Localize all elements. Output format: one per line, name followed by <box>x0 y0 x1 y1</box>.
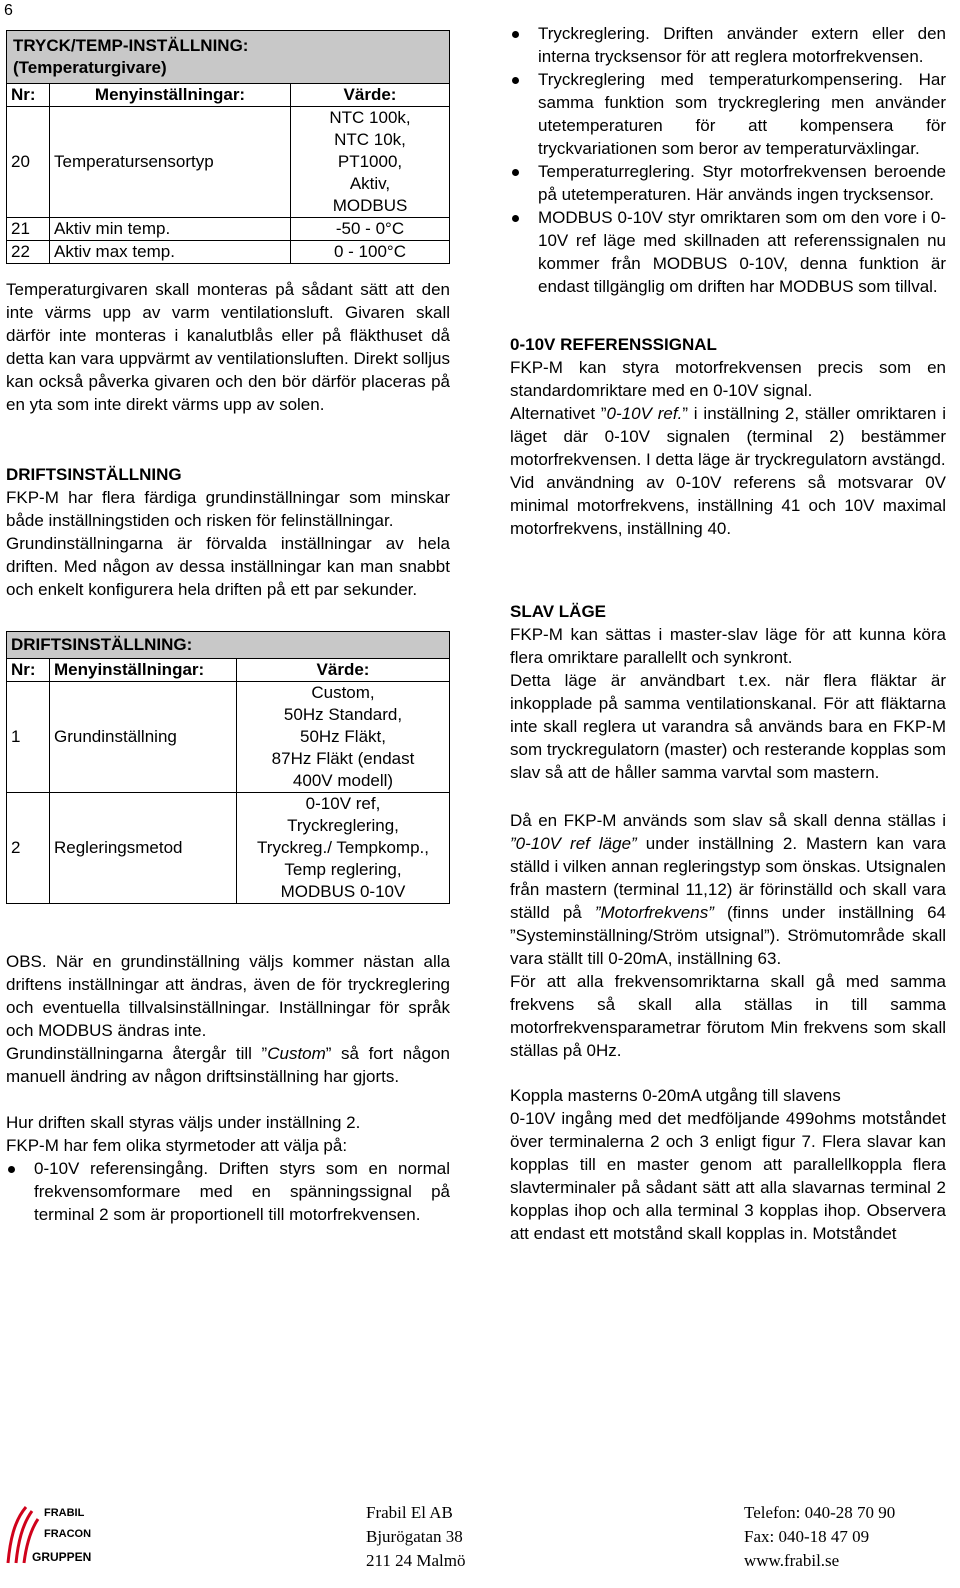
bullet-icon <box>512 215 519 222</box>
temp-table-header: Nr: Menyinställningar: Värde: <box>7 84 450 107</box>
method-paragraph-1: Hur driften skall styras väljs under inställning 2. <box>6 1113 361 1132</box>
bullet-icon <box>512 77 519 84</box>
footer-phone: Telefon: 040-28 70 90 <box>744 1503 896 1522</box>
footer-street: Bjurögatan 38 <box>366 1527 463 1546</box>
svg-text:GRUPPEN: GRUPPEN <box>32 1550 92 1564</box>
slav-paragraph-5: 0-10V ingång med det medföljande 499ohms motståndet över terminalerna 2 och 3 enligt figur 7. Flera slavar kan kopplas till en master genom att parallellkoppla flera slavterminaler på sådant sätt att alla slavarnas terminal 2 kopplas ihop och alla terminal 3 kopplas ihop. Observera att endast ett motstånd skall kopplas in. Motståndet <box>510 1109 946 1243</box>
bullet-icon <box>512 31 519 38</box>
frabil-logo <box>4 1501 124 1567</box>
footer-fax: Fax: 040-18 47 09 <box>744 1527 870 1546</box>
drift-paragraph-2: Grundinställningarna är förvalda inställningar av hela driften. Med någon av dessa inställningar kan man snabbt och enkelt konfigurera hela driften på ett par sekunder. <box>6 534 450 599</box>
drift-table-title: DRIFTSINSTÄLLNING: <box>7 632 450 659</box>
ref-heading: 0-10V REFERENSSIGNAL <box>510 335 717 354</box>
footer-city: 211 24 Malmö <box>366 1551 466 1570</box>
list-item: Temperaturreglering. Styr motorfrekvensen beroende på utetemperaturen. Här används ingen trycksensor. <box>510 160 946 206</box>
table-row: 20 Temperatursensortyp NTC 100k, NTC 10k, PT1000, Aktiv, MODBUS <box>7 107 450 218</box>
right-column <box>510 22 946 1245</box>
sensor-paragraph: Temperaturgivaren skall monteras på sådant sätt att den inte värms upp av varm ventilationsluft. Givaren skall därför inte monteras i kanalutblås eller på fläkthuset då detta kan vara uppvärmt av ventilationsluften. Direkt solljus kan också påverka givaren och den bör därför placeras på en yta som inte direkt värms upp av solen. <box>6 280 450 414</box>
list-item: MODBUS 0-10V styr omriktaren som om den vore i 0-10V ref läge med skillnaden att referenssignalen nu kommer från MODBUS 0-10V, denna funktion är endast tillgänglig om driften har MODBUS som tillval. <box>510 206 946 298</box>
method-list-left <box>6 1157 450 1226</box>
footer-company: Frabil El AB <box>366 1503 453 1522</box>
footer-contact <box>744 1501 895 1573</box>
slav-paragraph-3: Då en FKP-M används som slav så skall denna ställas i ”0-10V ref läge” under inställning 2. Mastern kan vara ställd i vilken annan regleringstyp som önskas. Utsignalen från mastern (terminal 11,12) är förinställd och skall vara ställd på ”Motorfrekvens” (finns under inställning 64 ”Systeminställning/Ström utsignal”). Strömutområde skall vara ställt till 0-20mA, inställning 63. <box>510 811 946 968</box>
svg-text:FRACON: FRACON <box>44 1528 92 1540</box>
method-paragraph-2: FKP-M har fem olika styrmetoder att välja på: <box>6 1136 348 1155</box>
list-item: Tryckreglering med temperaturkompensering. Har samma funktion som tryckreglering men använder utetemperaturen för att kompensera för tryckvariationen som beror av temperaturväxlingar. <box>510 68 946 160</box>
footer-web[interactable]: www.frabil.se <box>744 1551 840 1570</box>
drift-paragraph-1: FKP-M har flera färdiga grundinställningar som minskar både inställningstiden och risken för felinställningar. <box>6 488 450 530</box>
slav-paragraph-4: För att alla frekvensomriktarna skall gå med samma frekvens så skall alla ställas in till samma motorfrekvensparametrar förutom Min frekvens som skall ställas på 0Hz. <box>510 972 946 1060</box>
ref-paragraph-2: Alternativet ”0-10V ref.” i inställning 2, ställer omriktaren i läget där 0-10V signalen (terminal 2) bestämmer motorfrekvensen. I detta läge är tryckregulatorn avstängd. <box>510 404 946 469</box>
slav-heading: SLAV LÄGE <box>510 602 607 621</box>
page-footer <box>0 1495 960 1588</box>
bullet-icon <box>8 1166 15 1173</box>
obs-paragraph: OBS. När en grundinställning väljs kommer nästan alla driftens inställningar att ändras, även de för tryckreglering och eventuella tillvalsinställningar. Inställningar för språk och MODBUS ändras inte. <box>6 952 450 1040</box>
ref-paragraph-3: Vid användning av 0-10V referens så motsvarar 0V minimal motorfrekvens, inställning 41 och 10V maximal motorfrekvens, inställning 40. <box>510 473 946 538</box>
method-list-right <box>510 22 946 298</box>
temp-settings-table <box>6 30 450 264</box>
slav-paragraph-5-line1: Koppla masterns 0-20mA utgång till slavens <box>510 1086 841 1105</box>
table-row: 22 Aktiv max temp. 0 - 100°C <box>7 241 450 264</box>
page-number: 6 <box>4 2 13 19</box>
slav-paragraph-2: Detta läge är användbart t.ex. när flera fläktar är inkopplade på samma ventilationskanal. För att fläktarna inte skall reglera ut varandra så används bara en FKP-M som tryckregulatorn (master) och resterande kopplas som slav så att de håller samma varvtal som mastern. <box>510 671 946 782</box>
drift-table-header: Nr: Menyinställningar: Värde: <box>7 659 450 682</box>
drift-heading: DRIFTSINSTÄLLNING <box>6 465 182 484</box>
table-row: 21 Aktiv min temp. -50 - 0°C <box>7 218 450 241</box>
drift-settings-table <box>6 631 450 904</box>
slav-paragraph-1: FKP-M kan sättas i master-slav läge för att kunna köra flera omriktare parallellt och synkront. <box>510 625 946 667</box>
footer-address <box>366 1501 465 1573</box>
temp-table-title: TRYCK/TEMP-INSTÄLLNING: (Temperaturgivare) <box>7 31 450 84</box>
svg-text:FRABIL: FRABIL <box>44 1507 85 1519</box>
ref-paragraph-1: FKP-M kan styra motorfrekvensen precis som en standardomriktare med en 0-10V signal. <box>510 358 946 400</box>
frabil-logo-mark-icon <box>4 1501 124 1567</box>
left-column <box>6 30 450 1226</box>
list-item: Tryckreglering. Driften använder extern eller den interna trycksensor för att reglera motorfrekvensen. <box>510 22 946 68</box>
custom-paragraph: Grundinställningarna återgår till ”Custom” så fort någon manuell ändring av någon driftsinställning har gjorts. <box>6 1044 451 1086</box>
list-item: 0-10V referensingång. Driften styrs som en normal frekvensomformare med en spänningssignal på terminal 2 som är proportionell till motorfrekvensen. <box>6 1157 450 1226</box>
bullet-icon <box>512 169 519 176</box>
table-row: 2 Regleringsmetod 0-10V ref, Tryckreglering, Tryckreg./ Tempkomp., Temp reglering, MODBUS 0-10V <box>7 793 450 904</box>
table-row: 1 Grundinställning Custom, 50Hz Standard, 50Hz Fläkt, 87Hz Fläkt (endast 400V modell) <box>7 682 450 793</box>
